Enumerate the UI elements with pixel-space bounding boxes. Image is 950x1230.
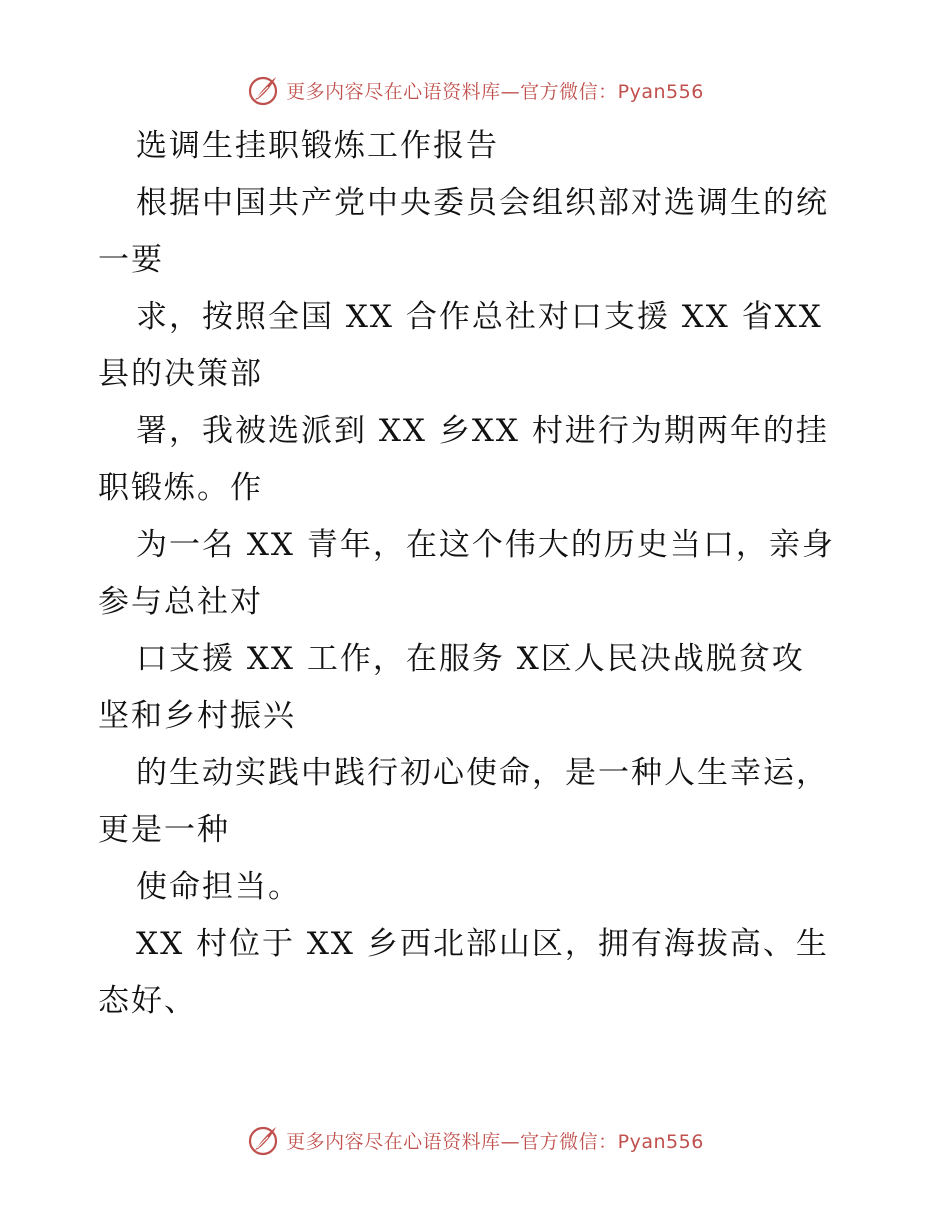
quill-logo-icon (246, 1123, 280, 1157)
paragraph-line: 更是一种 (98, 812, 230, 848)
paragraph-line: 县的决策部 (98, 356, 263, 392)
paragraph-line: 求，按照全国 XX 合作总社对口支援 XX 省XX (136, 299, 823, 335)
paragraph-line: 职锻炼。作 (98, 470, 263, 506)
quill-logo-icon (246, 73, 280, 107)
paragraph-line: 态好、 (98, 983, 197, 1019)
paragraph-line: 坚和乡村振兴 (98, 698, 296, 734)
paragraph-line: XX 村位于 XX 乡西北部山区，拥有海拔高、生 (136, 926, 829, 962)
paragraph-line: 一要 (98, 242, 164, 278)
paragraph-line: 为一名 XX 青年，在这个伟大的历史当口，亲身 (136, 527, 835, 563)
paragraph-line: 根据中国共产党中央委员会组织部对选调生的统 (136, 185, 829, 221)
paragraph-line: 参与总社对 (98, 584, 263, 620)
footer-banner (0, 1120, 950, 1160)
banner-text: 更多内容尽在心语资料库—官方微信：Pyan556 (286, 80, 704, 103)
header-banner (0, 70, 950, 110)
paragraph-line: 使命担当。 (136, 869, 301, 905)
document-body (98, 118, 868, 1030)
banner-text: 更多内容尽在心语资料库—官方微信：Pyan556 (286, 1130, 704, 1153)
paragraph-line: 口支援 XX 工作，在服务 X区人民决战脱贫攻 (136, 641, 805, 677)
paragraph-line: 的生动实践中践行初心使命，是一种人生幸运， (136, 755, 829, 791)
document-title: 选调生挂职锻炼工作报告 (136, 128, 499, 164)
paragraph-line: 署，我被选派到 XX 乡XX 村进行为期两年的挂 (136, 413, 829, 449)
